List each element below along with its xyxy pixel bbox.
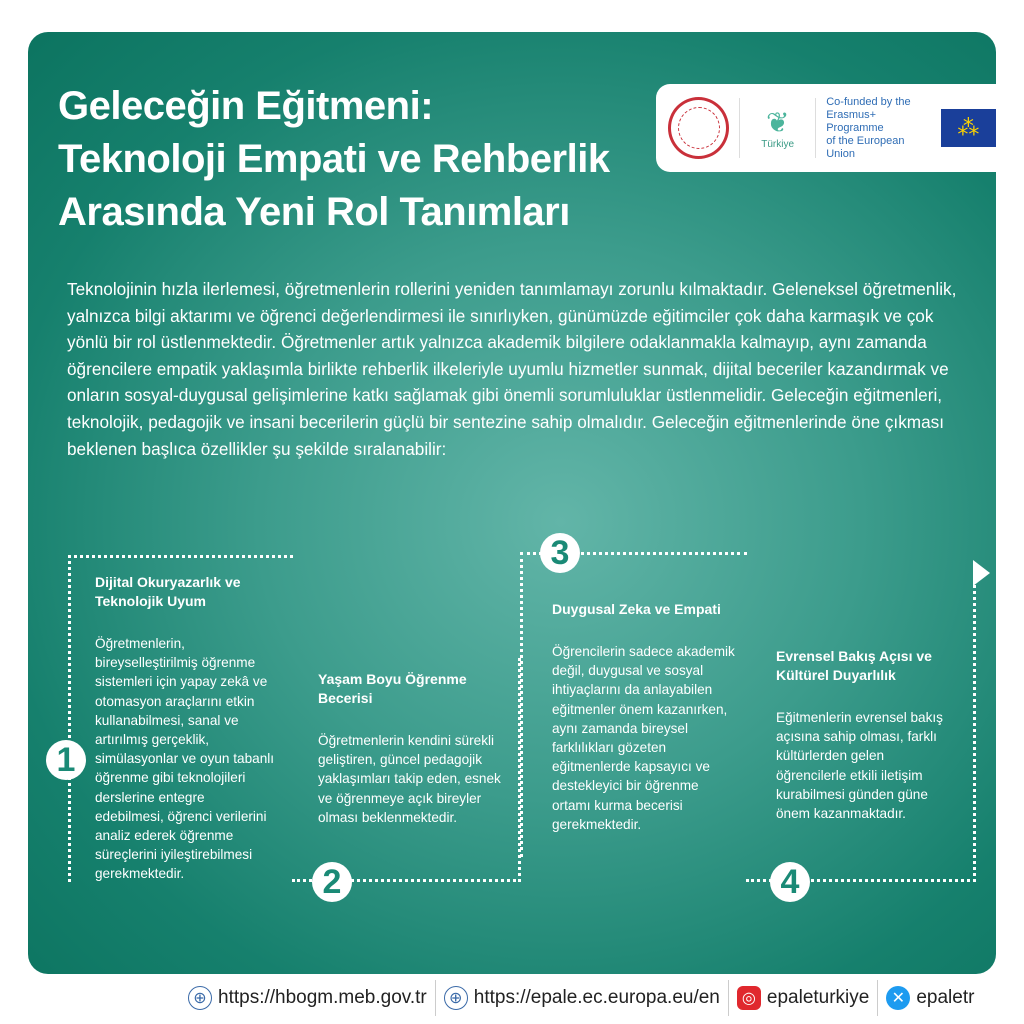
item-heading: Yaşam Boyu Öğrenme Becerisi bbox=[318, 671, 467, 706]
x-icon: ✕ bbox=[886, 986, 910, 1010]
number-badge-1: 1 bbox=[46, 740, 86, 780]
item-1 bbox=[95, 573, 275, 884]
item-4 bbox=[776, 647, 956, 823]
item-text: Eğitmenlerin evrensel bakış açısına sahip olması, farklı kültürlerden gelen öğrencilerle etkili iletişim kurabilmesi günden güne önem kazanmaktadır. bbox=[776, 710, 943, 822]
instagram-icon: ◎ bbox=[737, 986, 761, 1010]
item-3 bbox=[552, 600, 737, 834]
footer-links bbox=[180, 980, 982, 1016]
logo-panel bbox=[656, 84, 996, 172]
turkiye-tree-logo: ❦ Türkiye bbox=[761, 107, 795, 150]
footer-instagram[interactable]: ◎ epaleturkiye bbox=[729, 980, 878, 1016]
item-text: Öğretmenlerin kendini sürekli geliştiren, güncel pedagojik yaklaşımları takip eden, esnek ve öğrenmeye açık bireyler olması beklenmektedir. bbox=[318, 733, 501, 825]
footer-x[interactable]: ✕ epaletr bbox=[878, 980, 982, 1016]
item-heading: Dijital Okuryazarlık ve Teknolojik Uyum bbox=[95, 574, 241, 609]
globe-icon: ⊕ bbox=[188, 986, 212, 1010]
footer-link-meb[interactable]: ⊕ https://hbogm.meb.gov.tr bbox=[180, 980, 436, 1016]
title-line: Arasında Yeni Rol Tanımları bbox=[58, 190, 570, 234]
number-badge-3: 3 bbox=[540, 533, 580, 573]
eu-flag-icon: ⁂ bbox=[941, 109, 996, 147]
globe-icon: ⊕ bbox=[444, 986, 468, 1010]
meb-seal-logo bbox=[668, 97, 729, 159]
intro-paragraph: Teknolojinin hızla ilerlemesi, öğretmenlerin rollerini yeniden tanımlamayı zorunlu kılmaktadır. Geleneksel öğretmenlik, yalnızca bilgi aktarımı ve öğrenci değerlendirmesi ile sınırlıyken, günümüzde eğitimciler çok daha karmaşık ve çok yönlü bir rol üstlenmektedir. Öğretmenler artık yalnızca akademik bilgilere odaklanmakla kalmayıp, aynı zamanda öğrencilere empatik yaklaşımla birlikte rehberlik ilkeleriyle uyumlu hizmetler sunmak, dijital beceriler kazandırmak ve onların sosyal-duygusal gelişimlerine katkı sağlamak gibi önemli sorumluluklar üstlenmelidir. Geleceğin eğitmenleri, teknolojik, pedagojik ve insani becerilerin güçlü bir sentezine sahip olmalıdır. Geleceğin eğitmenlerinde öne çıkması beklenen başlıca özellikler şu şekilde sıralanabilir: bbox=[67, 279, 957, 459]
item-heading: Evrensel Bakış Açısı ve Kültürel Duyarlılık bbox=[776, 648, 932, 683]
item-text: Öğretmenlerin, bireyselleştirilmiş öğrenme sistemleri için yapay zekâ ve otomasyon araçlarını etkin kullanabilmesi, sanal ve artırılmış gerçeklik, simülasyonlar ve oyun tabanlı öğrenme gibi teknolojileri derslerine entegre edebilmesi, öğrenci verilerini analiz ederek öğrenme süreçlerini iyileştirebilmesi gerekmektedir. bbox=[95, 636, 275, 882]
item-text: Öğrencilerin sadece akademik değil, duygusal ve sosyal ihtiyaçlarını da anlayabilen eğitmenler önem kazanırken, aynı zamanda bireysel farklılıkları gözeten eğitmenlerde kapsayıcı ve destekleyici bir öğrenme ortamı kurma becerisi gerekmektedir. bbox=[552, 644, 735, 832]
title-line: Geleceğin Eğitmeni: bbox=[58, 84, 434, 128]
page-title bbox=[58, 80, 610, 239]
number-badge-4: 4 bbox=[770, 862, 810, 902]
item-heading: Duygusal Zeka ve Empati bbox=[552, 601, 721, 617]
number-badge-2: 2 bbox=[312, 862, 352, 902]
turkiye-label: Türkiye bbox=[761, 139, 795, 150]
title-line: Teknoloji Empati ve Rehberlik bbox=[58, 137, 610, 181]
eu-cofunded-text: Co-funded by the Erasmus+ Programme of the European Union bbox=[826, 95, 911, 160]
arrow-right-icon bbox=[973, 560, 990, 586]
item-2 bbox=[318, 670, 503, 827]
footer-link-epale[interactable]: ⊕ https://epale.ec.europa.eu/en bbox=[436, 980, 729, 1016]
